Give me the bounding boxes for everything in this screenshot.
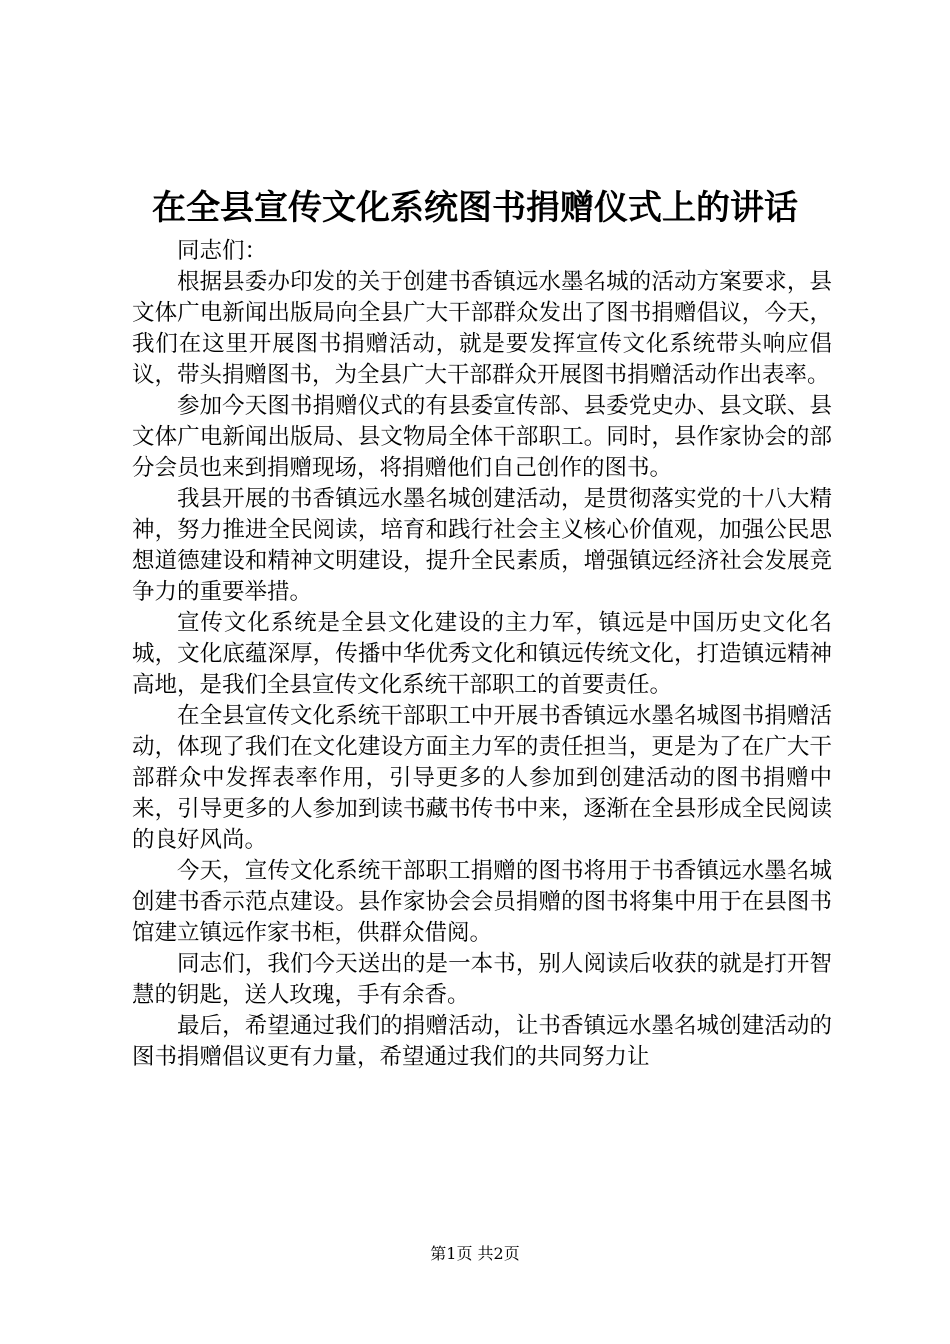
paragraph-4: 宣传文化系统是全县文化建设的主力军，镇远是中国历史文化名城，文化底蕴深厚，传播中华优秀文化和镇远传统文化，打造镇远精神高地，是我们全县宣传文化系统干部职工的首要责任。: [132, 610, 832, 698]
document-title: 在全县宣传文化系统图书捐赠仪式上的讲话: [152, 188, 798, 228]
paragraph-6: 今天，宣传文化系统干部职工捐赠的图书将用于书香镇远水墨名城创建书香示范点建设。县作家协会会员捐赠的图书将集中用于在县图书馆建立镇远作家书柜，供群众借阅。: [132, 858, 832, 946]
paragraph-2: 参加今天图书捐赠仪式的有县委宣传部、县委党史办、县文联、县文体广电新闻出版局、县文物局全体干部职工。同时，县作家协会的部分会员也来到捐赠现场，将捐赠他们自己创作的图书。: [132, 393, 832, 481]
paragraph-8: 最后，希望通过我们的捐赠活动，让书香镇远水墨名城创建活动的图书捐赠倡议更有力量，希望通过我们的共同努力让: [132, 1013, 832, 1070]
salutation: 同志们：: [177, 238, 268, 264]
paragraph-5: 在全县宣传文化系统干部职工中开展书香镇远水墨名城图书捐赠活动，体现了我们在文化建设方面主力军的责任担当，更是为了在广大干部群众中发挥表率作用，引导更多的人参加到创建活动的图书捐赠中来，引导更多的人参加到读书藏书传书中来，逐渐在全县形成全民阅读的良好风尚。: [132, 703, 832, 853]
paragraph-7: 同志们，我们今天送出的是一本书，别人阅读后收获的就是打开智慧的钥匙，送人玫瑰，手有余香。: [132, 951, 832, 1008]
page-footer: 第1页 共2页: [430, 1244, 520, 1263]
paragraph-3: 我县开展的书香镇远水墨名城创建活动，是贯彻落实党的十八大精神，努力推进全民阅读，培育和践行社会主义核心价值观，加强公民思想道德建设和精神文明建设，提升全民素质，增强镇远经济社会发展竞争力的重要举措。: [132, 486, 832, 605]
document-body: [132, 236, 832, 1073]
paragraph-1: 根据县委办印发的关于创建书香镇远水墨名城的活动方案要求，县文体广电新闻出版局向全县广大干部群众发出了图书捐赠倡议，今天，我们在这里开展图书捐赠活动，就是要发挥宣传文化系统带头响应倡议，带头捐赠图书，为全县广大干部群众开展图书捐赠活动作出表率。: [132, 269, 832, 388]
